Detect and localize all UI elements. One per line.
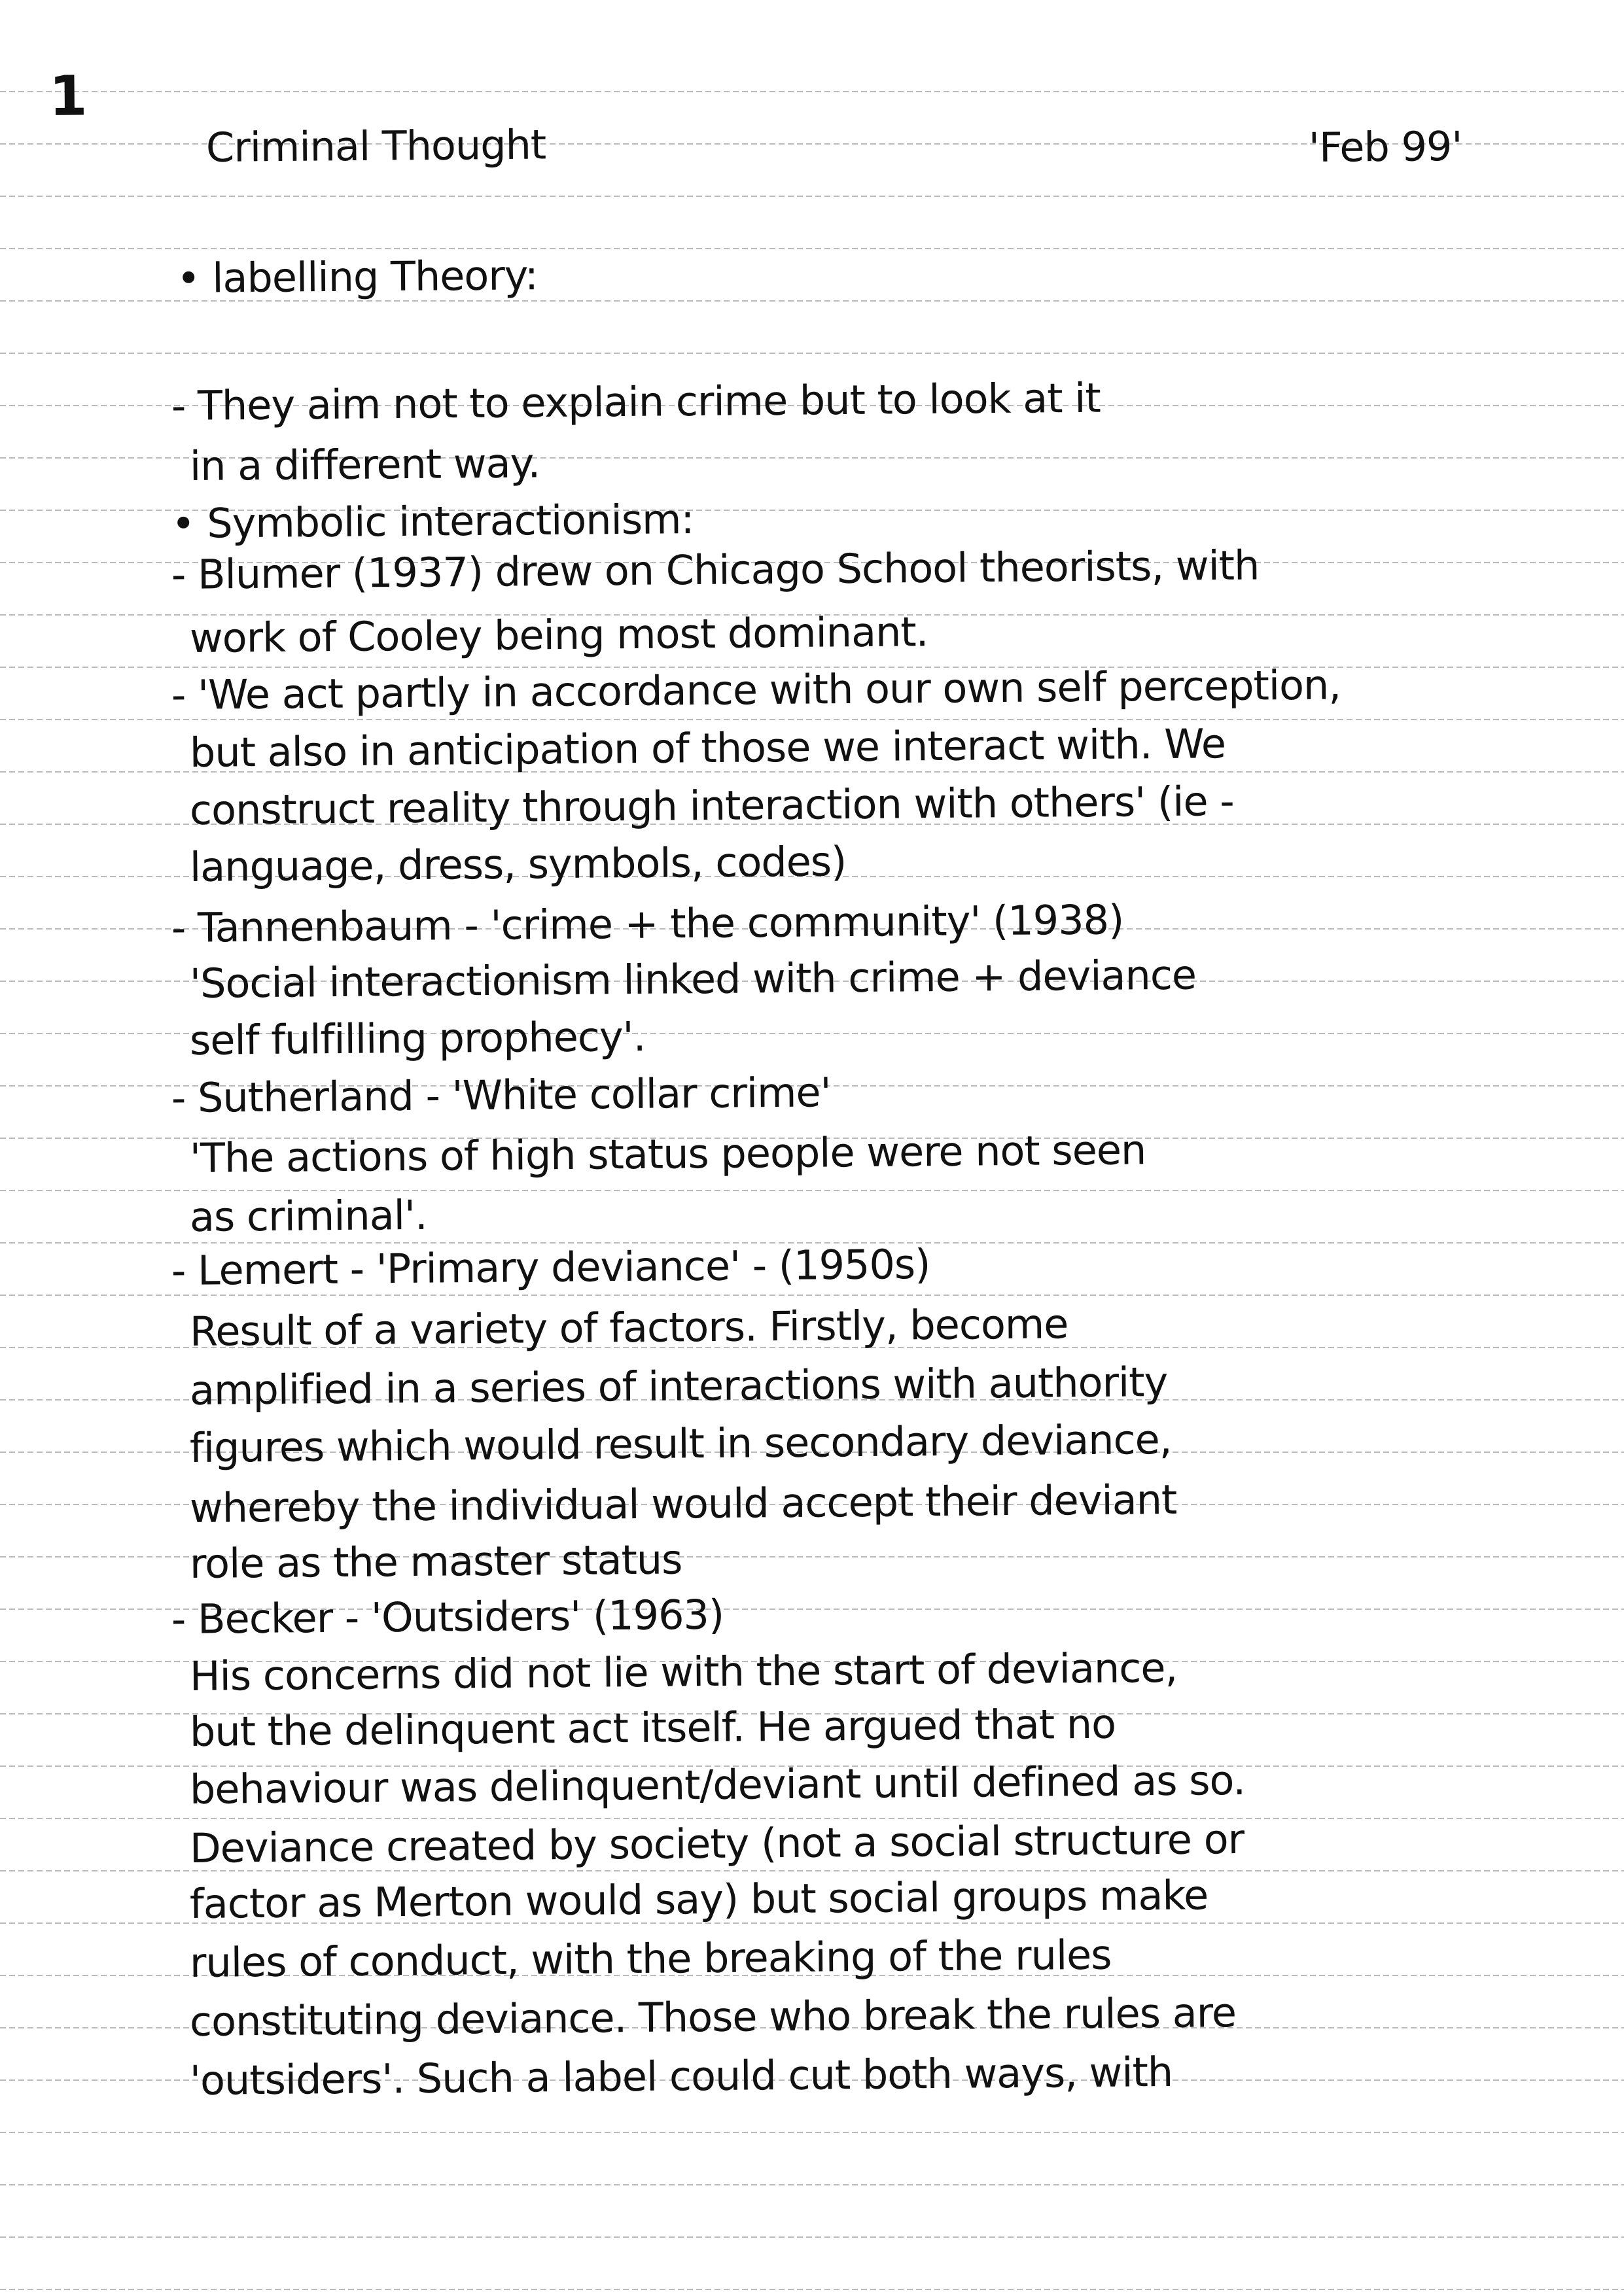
- note-line: language, dress, symbols, codes): [189, 837, 847, 891]
- note-line: - Sutherland - 'White collar crime': [171, 1068, 831, 1122]
- note-line: figures which would result in secondary deviance,: [189, 1415, 1172, 1472]
- note-line: Deviance created by society (not a social structure or: [189, 1815, 1244, 1872]
- note-line: self fulfilling prophecy'.: [189, 1012, 646, 1064]
- note-line: in a different way.: [189, 439, 540, 490]
- note-line: but the delinquent act itself. He argued that no: [189, 1699, 1116, 1756]
- note-line: role as the master status: [189, 1535, 682, 1588]
- note-line: - Blumer (1937) drew on Chicago School theorists, with: [171, 541, 1260, 599]
- note-line: behaviour was delinquent/deviant until defined as so.: [189, 1756, 1246, 1813]
- note-line: 'outsiders'. Such a label could cut both ways, with: [189, 2047, 1173, 2104]
- note-line: - Becker - 'Outsiders' (1963): [171, 1590, 724, 1643]
- note-line: His concerns did not lie with the start of deviance,: [189, 1643, 1178, 1700]
- note-line: work of Cooley being most dominant.: [189, 608, 928, 662]
- note-line: constituting deviance. Those who break the rules are: [189, 1989, 1237, 2045]
- page-number: 1: [48, 63, 87, 128]
- note-line: 'Social interactionism linked with crime + deviance: [189, 950, 1197, 1007]
- note-line: - Lemert - 'Primary deviance' - (1950s): [171, 1240, 930, 1295]
- note-line: but also in anticipation of those we interact with. We: [189, 720, 1226, 776]
- page-title: Criminal Thought: [205, 120, 546, 171]
- note-line: as criminal'.: [189, 1191, 428, 1241]
- note-line: • Symbolic interactionism:: [171, 495, 694, 548]
- note-line: whereby the individual would accept their deviant: [189, 1475, 1177, 1532]
- note-line: construct reality through interaction with others' (ie -: [189, 777, 1234, 834]
- note-line: amplified in a series of interactions with authority: [189, 1357, 1168, 1414]
- note-line: - 'We act partly in accordance with our own self perception,: [171, 661, 1341, 719]
- note-line: rules of conduct, with the breaking of the rules: [189, 1930, 1112, 1987]
- note-line: - They aim not to explain crime but to look at it: [171, 374, 1101, 430]
- section-heading: • labelling Theory:: [176, 251, 538, 302]
- note-line: 'The actions of high status people were not seen: [189, 1126, 1146, 1182]
- note-line: Result of a variety of factors. Firstly, become: [189, 1300, 1068, 1355]
- note-line: - Tannenbaum - 'crime + the community' (1938): [171, 896, 1124, 952]
- page-date: 'Feb 99': [1308, 122, 1462, 171]
- note-line: factor as Merton would say) but social groups make: [189, 1871, 1209, 1928]
